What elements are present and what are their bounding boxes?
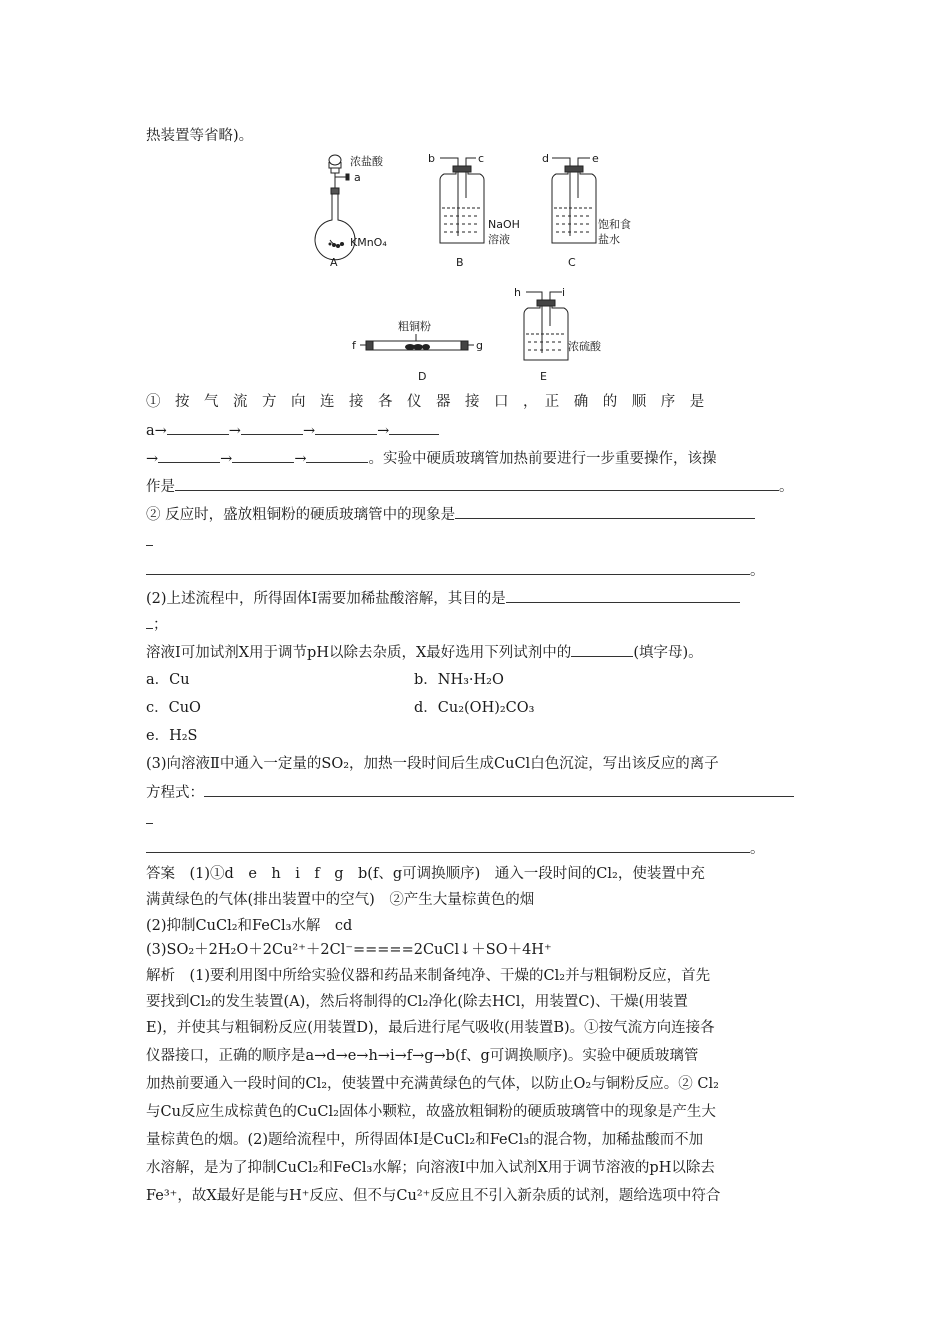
q1-blank-2[interactable] — [241, 420, 303, 435]
apparatus-figure — [300, 148, 640, 388]
q2-line1-end: ； — [153, 617, 168, 633]
q2-choice-blank[interactable] — [571, 642, 633, 657]
q1-blank-5[interactable] — [158, 448, 220, 463]
q1-arrow: → — [220, 451, 233, 467]
q1-line3 — [146, 448, 716, 469]
apparatus-d-letter: D — [418, 370, 427, 383]
analysis-line4: 仪器接口，正确的顺序是a→d→e→h→i→f→g→b(f、g可调换顺序)。实验中硬质玻璃管 — [146, 1048, 699, 1064]
apparatus-c-reagent-2: 盐水 — [598, 233, 620, 246]
q3-line1: (3)向溶液Ⅱ中通入一定量的SO₂，加热一段时间后生成CuCl白色沉淀，写出该反应的离子 — [146, 756, 719, 772]
apparatus-e-reagent: 浓硫酸 — [568, 340, 601, 353]
apparatus-c-reagent-1: 饱和食 — [598, 218, 631, 231]
q1-arrow: → — [146, 451, 159, 467]
q2-line2-head: 溶液Ⅰ可加试剂X用于调节pH以除去杂质，X最好选用下列试剂中的 — [146, 645, 572, 661]
q1-line4-head: 作是 — [146, 479, 175, 495]
q3-blank-stub — [146, 823, 153, 824]
q3-equation-blank[interactable] — [204, 782, 794, 797]
apparatus-b-port-c: c — [478, 152, 485, 165]
q1-line2 — [146, 420, 439, 441]
apparatus-c-letter: C — [568, 256, 576, 269]
apparatus-b-reagent-1: NaOH — [488, 218, 520, 231]
apparatus-c-port-d: d — [542, 152, 549, 165]
q1-line1: ① 按 气 流 方 向 连 接 各 仪 器 接 口 ， 正 确 的 顺 序 是 — [146, 394, 705, 410]
analysis-line9: Fe³⁺，故X最好是能与H⁺反应、但不与Cu²⁺反应且不引入新杂质的试剂，题给选项中符合 — [146, 1188, 721, 1204]
option-a: a．Cu — [146, 672, 190, 688]
apparatus-b — [440, 158, 484, 243]
q1-arrow: → — [377, 423, 390, 439]
option-e: e．H₂S — [146, 728, 198, 744]
intro-line: 热装置等省略)。 — [146, 128, 254, 144]
q2-line1 — [146, 588, 740, 609]
q1-arrow: → — [228, 423, 241, 439]
q1-arrow: → — [294, 451, 307, 467]
q1-blank-stub — [146, 545, 153, 546]
q1-line4 — [146, 476, 794, 497]
apparatus-d-port-f: f — [352, 339, 356, 352]
answer-line4: (3)SO₂＋2H₂O＋2Cu²⁺＋2Cl⁻=====2CuCl↓＋SO＋4H⁺ — [146, 942, 552, 958]
option-d: d．Cu₂(OH)₂CO₃ — [414, 700, 535, 716]
q1-line5 — [146, 504, 755, 525]
answer-line1: 答案 (1)①d e h i f g b(f、g可调换顺序) 通入一段时间的Cl₂，使装置中充 — [146, 866, 705, 882]
q1-phenomenon-blank-2[interactable] — [146, 560, 750, 575]
q3-period: 。 — [750, 841, 765, 857]
q2-line1-text: (2)上述流程中，所得固体Ⅰ需要加稀盐酸溶解，其目的是 — [146, 591, 506, 607]
option-c: c．CuO — [146, 700, 201, 716]
apparatus-b-letter: B — [456, 256, 464, 269]
option-b: b．NH₃·H₂O — [414, 672, 504, 688]
apparatus-d-top-label: 粗铜粉 — [398, 320, 431, 333]
analysis-line7: 量棕黄色的烟。(2)题给流程中，所得固体Ⅰ是CuCl₂和FeCl₃的混合物，加稀盐酸而不加 — [146, 1132, 704, 1148]
q1-line3-tail: 。实验中硬质玻璃管加热前要进行一步重要操作，该操 — [368, 451, 717, 467]
apparatus-d-port-g: g — [476, 339, 483, 352]
q1-phenomenon-blank[interactable] — [455, 504, 755, 519]
apparatus-b-reagent-2: 溶液 — [488, 233, 510, 246]
q1-period: 。 — [779, 479, 794, 495]
copper-powder — [405, 344, 430, 350]
apparatus-e — [524, 292, 568, 360]
apparatus-e-port-i: i — [562, 286, 566, 299]
analysis-line5: 加热前要通入一段时间的Cl₂，使装置中充满黄绿色的气体，以防止O₂与铜粉反应。② Cl₂ — [146, 1076, 719, 1092]
q3-line2-head: 方程式： — [146, 785, 204, 801]
q1-line5-text: ② 反应时，盛放粗铜粉的硬质玻璃管中的现象是 — [146, 507, 456, 523]
answer-line3: (2)抑制CuCl₂和FeCl₃水解 cd — [146, 918, 353, 934]
q1-arrow: → — [302, 423, 316, 439]
q2-line1-cont — [146, 614, 168, 635]
apparatus-a-port: a — [354, 171, 361, 184]
apparatus-c-port-e: e — [592, 152, 599, 165]
q1-blank-7[interactable] — [306, 448, 368, 463]
q2-purpose-blank[interactable] — [506, 588, 740, 603]
analysis-line8: 水溶解，是为了抑制CuCl₂和FeCl₃水解；向溶液Ⅰ中加入试剂X用于调节溶液的pH以除去 — [146, 1160, 715, 1176]
q1-line6 — [146, 560, 765, 581]
apparatus-c — [552, 158, 596, 243]
analysis-line3: E)，并使其与粗铜粉反应(用装置D)，最后进行尾气吸收(用装置B)。①按气流方向连接各 — [146, 1020, 715, 1036]
apparatus-a-letter: A — [330, 256, 338, 269]
q2-purpose-blank-2[interactable] — [146, 614, 153, 629]
q1-period-2: 。 — [750, 563, 765, 579]
q1-operation-blank[interactable] — [175, 476, 779, 491]
answer-line2: 满黄绿色的气体(排出装置中的空气) ②产生大量棕黄色的烟 — [146, 892, 535, 908]
q3-line2 — [146, 782, 794, 803]
q2-line2-tail: (填字母)。 — [633, 645, 703, 661]
analysis-line1: 解析 (1)要利用图中所给实验仪器和药品来制备纯净、干燥的Cl₂并与粗铜粉反应，首先 — [146, 968, 711, 984]
q3-line3 — [146, 838, 765, 859]
q1-blank-3[interactable] — [315, 420, 377, 435]
q3-equation-blank-2[interactable] — [146, 838, 750, 853]
q2-line2 — [146, 642, 703, 663]
q2-options-row1 — [146, 670, 190, 690]
q1-blank-1[interactable] — [167, 420, 229, 435]
q1-arrow-start: a→ — [146, 423, 167, 439]
q1-blank-4[interactable] — [389, 420, 439, 435]
apparatus-b-port-b: b — [428, 152, 435, 165]
analysis-line6: 与Cu反应生成棕黄色的CuCl₂固体小颗粒，故盛放粗铜粉的硬质玻璃管中的现象是产生大 — [146, 1104, 716, 1120]
analysis-line2: 要找到Cl₂的发生装置(A)，然后将制得的Cl₂净化(除去HCl，用装置C)、干燥(用装置 — [146, 994, 688, 1010]
q1-blank-6[interactable] — [232, 448, 294, 463]
apparatus-a-top-label: 浓盐酸 — [350, 155, 383, 168]
apparatus-a-reagent: KMnO₄ — [350, 236, 387, 249]
apparatus-e-port-h: h — [514, 286, 521, 299]
apparatus-e-letter: E — [540, 370, 547, 383]
